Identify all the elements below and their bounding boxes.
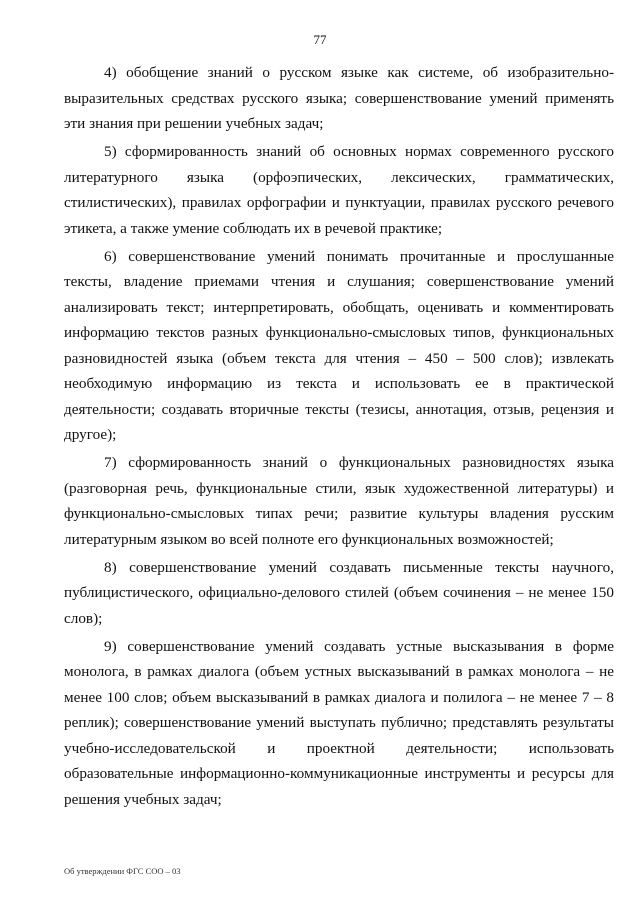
paragraph-item-9: 9) совершенствование умений создавать устные высказывания в форме монолога, в рамках диалога (объем устных высказываний в рамках монолога – не менее 100 слов; объем высказываний в рамках диалога и полилога – не менее 7 – 8 реплик); совершенствование умений выступать публично; представлять результаты учебно-исследовательской и проектной деятельности; использовать образовательные информационно-коммуникационные инструменты и ресурсы для решения учебных задач; [64,637,614,808]
paragraph-item-8: 8) совершенствование умений создавать письменные тексты научного, публицистического, официально-делового стилей (объем сочинения – не менее 150 слов); [64,558,614,627]
paragraph-item-4: 4) обобщение знаний о русском языке как системе, об изобразительно-выразительных средствах русского языка; совершенствование умений применять эти знания при решении учебных задач; [64,64,614,132]
page-number: 77 [313,32,327,47]
document-body [64,60,614,815]
paragraph-item-7: 7) сформированность знаний о функциональных разновидностях языка (разговорная речь, функциональные стили, язык художественной литературы) и функционально-смысловых типах речи; развитие культуры владения русским литературным языком во всей полноте его функциональных возможностей; [64,454,614,548]
paragraph-item-5: 5) сформированность знаний об основных нормах современного русского литературного языка (орфоэпических, лексических, грамматических, стилистических), правилах орфографии и пунктуации, правилах русского речевого этикета, а также умение соблюдать их в речевой практике; [64,143,614,237]
footer-note: Об утверждении ФГС СОО – 03 [64,866,181,876]
paragraph-item-6: 6) совершенствование умений понимать прочитанные и прослушанные тексты, владение приемами чтения и слушания; совершенствование умений анализировать текст; интерпретировать, обобщать, оценивать и комментировать информацию текстов разных функционально-смысловых типов, функциональных разновидностей языка (объем текста для чтения – 450 – 500 слов); извлекать необходимую информацию из текста и использовать ее в практической деятельности; создавать вторичные тексты (тезисы, аннотация, отзыв, рецензия и другое); [64,247,614,443]
